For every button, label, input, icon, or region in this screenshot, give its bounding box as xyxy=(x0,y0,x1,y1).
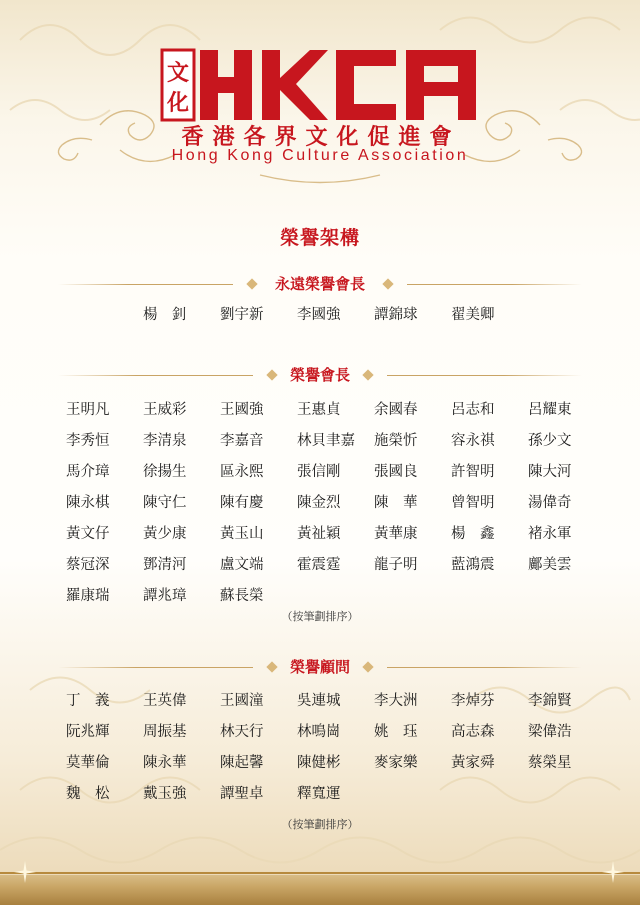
member-name: 馬介璋 xyxy=(66,464,110,480)
member-name: 容永祺 xyxy=(451,433,495,449)
member-name: 蔡冠深 xyxy=(66,557,110,573)
member-name: 楊 鑫 xyxy=(451,526,495,542)
member-name: 李焯芬 xyxy=(451,693,495,709)
member-name: 王威彩 xyxy=(143,402,187,418)
member-name: 王英偉 xyxy=(143,693,187,709)
member-name: 盧文端 xyxy=(220,557,264,573)
member-name: 陳金烈 xyxy=(297,495,341,511)
stroke-order-note: （按筆劃排序） xyxy=(281,818,359,831)
member-name: 許智明 xyxy=(451,464,495,480)
member-name: 呂耀東 xyxy=(528,402,572,418)
member-name: 劉宇新 xyxy=(220,307,264,323)
member-name: 陳永華 xyxy=(143,755,187,771)
member-name: 林鳴崗 xyxy=(297,724,341,740)
member-name: 陳守仁 xyxy=(143,495,187,511)
member-name: 翟美卿 xyxy=(451,307,495,323)
member-name: 戴玉強 xyxy=(143,786,187,802)
member-name: 麥家樂 xyxy=(374,755,418,771)
member-name: 黃文仔 xyxy=(66,526,110,542)
member-name: 李嘉音 xyxy=(220,433,264,449)
member-name: 楊 釗 xyxy=(143,307,187,323)
member-name: 譚兆璋 xyxy=(143,588,187,604)
member-name: 張信剛 xyxy=(297,464,341,480)
member-name: 湯偉奇 xyxy=(528,495,572,511)
member-name: 譚錦球 xyxy=(374,307,418,323)
member-name: 王國潼 xyxy=(220,693,264,709)
member-name: 林貝聿嘉 xyxy=(297,433,355,449)
member-name: 陳有慶 xyxy=(220,495,264,511)
member-name: 姚 珏 xyxy=(374,724,418,740)
section-title: 榮譽會長 xyxy=(289,366,350,384)
bottom-gold-line xyxy=(0,872,640,874)
member-name: 施榮忻 xyxy=(374,433,418,449)
member-name: 阮兆輝 xyxy=(66,724,110,740)
page-title: 榮譽架構 xyxy=(279,227,360,249)
section-heading-honorary-advisor xyxy=(58,656,582,678)
member-name: 陳 華 xyxy=(374,495,418,511)
member-name: 張國良 xyxy=(374,464,418,480)
member-name: 黃家舜 xyxy=(451,755,495,771)
section-heading-permanent-honorary-president xyxy=(58,273,582,295)
member-name: 釋寬運 xyxy=(297,786,341,802)
member-name: 孫少文 xyxy=(528,433,572,449)
sparkle-icon xyxy=(14,861,36,883)
stroke-order-note: （按筆劃排序） xyxy=(281,610,359,623)
section-title: 榮譽顧問 xyxy=(289,658,350,676)
logo-english-name: Hong Kong Culture Association xyxy=(171,147,469,164)
member-name: 羅康瑞 xyxy=(66,588,110,604)
member-name: 余國春 xyxy=(374,402,418,418)
member-name: 鄺美雲 xyxy=(528,557,572,573)
member-name: 藍鴻震 xyxy=(451,557,495,573)
member-name: 李大洲 xyxy=(374,693,418,709)
member-name: 霍震霆 xyxy=(297,557,341,573)
member-name: 徐揚生 xyxy=(143,464,187,480)
member-name: 黃玉山 xyxy=(220,526,264,542)
member-name: 陳大河 xyxy=(528,464,572,480)
member-name: 丁 義 xyxy=(66,693,110,709)
member-name: 王國強 xyxy=(220,402,264,418)
section-title: 永遠榮譽會長 xyxy=(274,275,365,293)
member-name: 呂志和 xyxy=(451,402,495,418)
member-name: 李清泉 xyxy=(143,433,187,449)
member-name: 莫華倫 xyxy=(66,755,110,771)
member-name: 黃祉穎 xyxy=(297,526,341,542)
member-name: 王明凡 xyxy=(66,402,110,418)
member-name: 周振基 xyxy=(143,724,187,740)
member-name: 黃少康 xyxy=(143,526,187,542)
svg-text:文: 文 xyxy=(166,60,190,86)
member-name: 王惠貞 xyxy=(297,402,341,418)
member-name: 吳連城 xyxy=(297,693,341,709)
member-name: 陳健彬 xyxy=(297,755,341,771)
member-name: 褚永軍 xyxy=(528,526,572,542)
svg-text:化: 化 xyxy=(166,90,190,116)
member-name: 蔡榮星 xyxy=(528,755,572,771)
member-name: 區永熙 xyxy=(220,464,264,480)
member-name: 梁偉浩 xyxy=(528,724,572,740)
member-name: 李錦賢 xyxy=(528,693,572,709)
member-name: 譚聖卓 xyxy=(220,786,264,802)
member-name: 李國強 xyxy=(297,307,341,323)
sparkle-icon xyxy=(602,861,624,883)
member-name: 林天行 xyxy=(220,724,264,740)
logo-chinese-name: 香港各界文化促進會 xyxy=(181,124,461,150)
member-name: 曾智明 xyxy=(451,495,495,511)
member-name: 鄧清河 xyxy=(143,557,187,573)
member-name: 龍子明 xyxy=(374,557,418,573)
member-name: 高志森 xyxy=(451,724,495,740)
bottom-gold-band xyxy=(0,875,640,905)
member-name: 蘇長榮 xyxy=(220,588,264,604)
member-name: 李秀恒 xyxy=(66,433,110,449)
member-name: 魏 松 xyxy=(66,786,110,802)
section-heading-honorary-president xyxy=(58,364,582,386)
member-name: 陳永棋 xyxy=(66,495,110,511)
member-name: 陳起馨 xyxy=(220,755,264,771)
member-name: 黃華康 xyxy=(374,526,418,542)
